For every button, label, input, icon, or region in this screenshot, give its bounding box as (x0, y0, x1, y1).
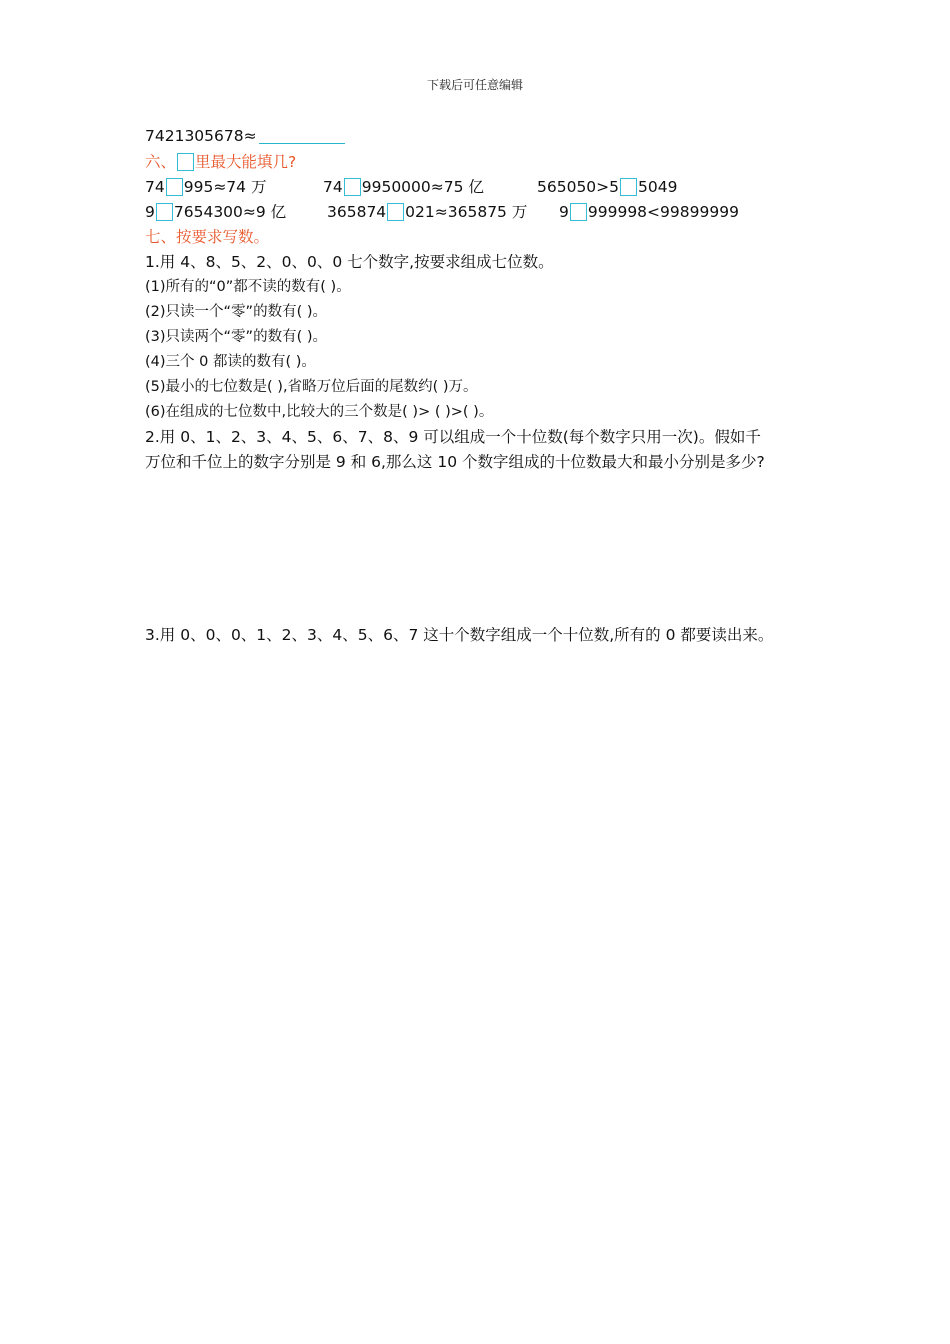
answer-box[interactable] (344, 178, 361, 196)
q1-part-4: (4)三个 0 都读的数有( )。 (145, 354, 316, 370)
section-7-title: 七、按要求写数。 (145, 228, 270, 246)
section-6-row-1 (145, 177, 677, 197)
answer-box[interactable] (387, 203, 404, 221)
fill-item: 74 9950000≈75 亿 (323, 178, 484, 196)
q1-part-2: (2)只读一个“零”的数有( )。 (145, 304, 327, 320)
section-6-prefix: 六、 (145, 153, 177, 171)
approx-line (145, 126, 345, 146)
answer-blank[interactable] (259, 127, 345, 144)
fill-item: 565050>5 5049 (537, 178, 678, 196)
answer-box[interactable] (156, 203, 173, 221)
answer-box[interactable] (177, 153, 194, 171)
answer-box[interactable] (570, 203, 587, 221)
approx-number: 7421305678≈ (145, 127, 257, 145)
fill-item: 74 995≈74 万 (145, 178, 267, 196)
section-6-title (145, 152, 296, 172)
section-6-suffix: 里最大能填几? (195, 153, 297, 171)
q3-text: 3.用 0、0、0、1、2、3、4、5、6、7 这十个数字组成一个十位数,所有的 0 都要读出来。 (145, 626, 774, 644)
fill-item: 9 7654300≈9 亿 (145, 203, 287, 221)
q2-line-1: 2.用 0、1、2、3、4、5、6、7、8、9 可以组成一个十位数(每个数字只用一次)。假如千 (145, 428, 761, 446)
q1-part-6: (6)在组成的七位数中,比较大的三个数是( )> ( )>( )。 (145, 404, 494, 420)
page-header: 下载后可任意编辑 (426, 78, 523, 92)
fill-item: 365874 021≈365875 万 (327, 203, 528, 221)
section-6-row-2 (145, 202, 739, 222)
q1-part-5: (5)最小的七位数是( ),省略万位后面的尾数约( )万。 (145, 379, 478, 395)
answer-box[interactable] (166, 178, 183, 196)
fill-item: 9 999998<99899999 (559, 203, 739, 221)
q1-intro: 1.用 4、8、5、2、0、0、0 七个数字,按要求组成七位数。 (145, 253, 554, 271)
q2-line-2: 万位和千位上的数字分别是 9 和 6,那么这 10 个数字组成的十位数最大和最小分别是多少? (145, 453, 765, 471)
q1-part-3: (3)只读两个“零”的数有( )。 (145, 329, 327, 345)
q1-part-1: (1)所有的“0”都不读的数有( )。 (145, 279, 351, 295)
answer-box[interactable] (620, 178, 637, 196)
